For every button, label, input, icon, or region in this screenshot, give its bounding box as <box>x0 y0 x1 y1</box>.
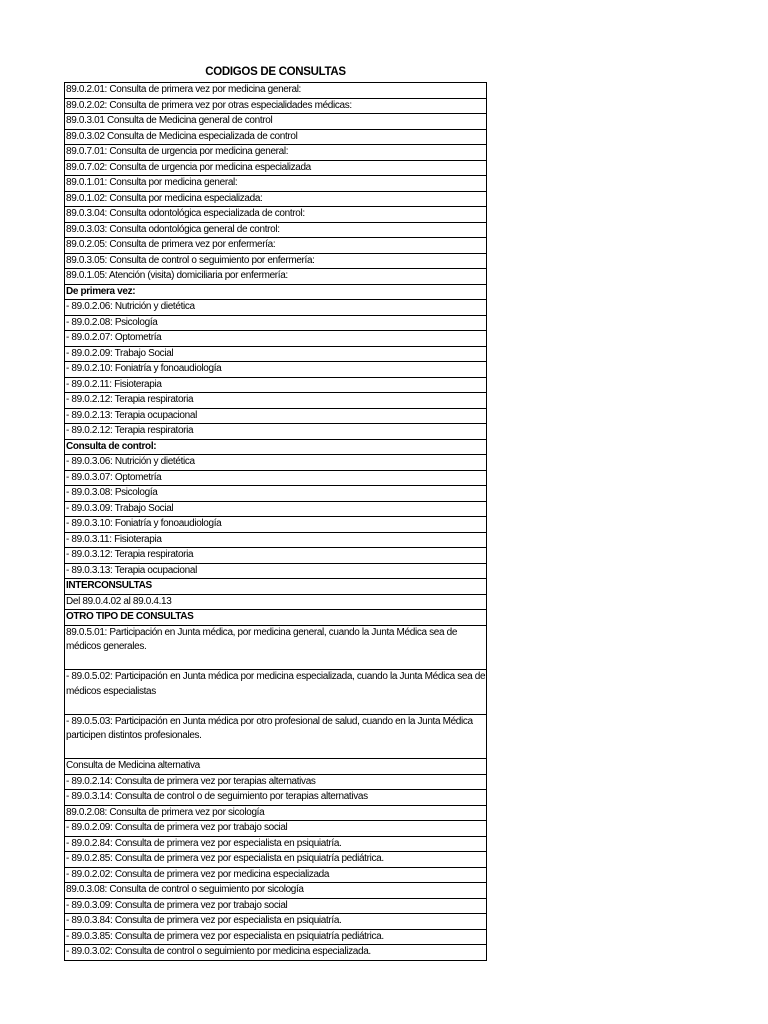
table-row <box>65 393 487 409</box>
table-row <box>65 191 487 207</box>
table-cell: 89.0.3.08: Consulta de control o seguimiento por sicología <box>65 883 487 899</box>
table-row <box>65 98 487 114</box>
table-cell: - 89.0.2.07: Optometría <box>65 331 487 347</box>
table-cell: - 89.0.3.12: Terapia respiratoria <box>65 548 487 564</box>
table-row <box>65 945 487 961</box>
table-row <box>65 563 487 579</box>
table-row <box>65 714 487 759</box>
table-cell: - 89.0.2.08: Psicología <box>65 315 487 331</box>
section-heading-row <box>65 579 487 595</box>
table-row <box>65 114 487 130</box>
section-heading-row <box>65 439 487 455</box>
table-cell: - 89.0.2.12: Terapia respiratoria <box>65 424 487 440</box>
table-cell: - 89.0.2.02: Consulta de primera vez por medicina especializada <box>65 867 487 883</box>
table-cell: - 89.0.2.14: Consulta de primera vez por terapias alternativas <box>65 774 487 790</box>
table-cell: - 89.0.2.85: Consulta de primera vez por especialista en psiquiatría pediátrica. <box>65 852 487 868</box>
table-cell: - 89.0.2.84: Consulta de primera vez por especialista en psiquiatría. <box>65 836 487 852</box>
table-row <box>65 805 487 821</box>
table-row <box>65 424 487 440</box>
table-cell: - 89.0.2.11: Fisioterapia <box>65 377 487 393</box>
table-cell: Del 89.0.4.02 al 89.0.4.13 <box>65 594 487 610</box>
table-cell: 89.0.5.01: Participación en Junta médica, por medicina general, cuando la Junta Médica sea de médicos generales. <box>65 625 487 670</box>
table-cell: - 89.0.3.84: Consulta de primera vez por especialista en psiquiatría. <box>65 914 487 930</box>
table-row <box>65 759 487 775</box>
table-cell: 89.0.1.02: Consulta por medicina especializada: <box>65 191 487 207</box>
table-row <box>65 625 487 670</box>
table-row <box>65 532 487 548</box>
table-cell: 89.0.2.08: Consulta de primera vez por sicología <box>65 805 487 821</box>
table-row <box>65 929 487 945</box>
table-cell: - 89.0.3.08: Psicología <box>65 486 487 502</box>
codes-table-body <box>65 83 487 961</box>
table-row <box>65 821 487 837</box>
table-row <box>65 207 487 223</box>
table-row <box>65 670 487 715</box>
table-cell: - 89.0.2.06: Nutrición y dietética <box>65 300 487 316</box>
table-cell: 89.0.3.04: Consulta odontológica especializada de control: <box>65 207 487 223</box>
table-cell: 89.0.3.05: Consulta de control o seguimiento por enfermería: <box>65 253 487 269</box>
table-row <box>65 914 487 930</box>
table-row <box>65 486 487 502</box>
table-cell: - 89.0.2.09: Trabajo Social <box>65 346 487 362</box>
table-cell: - 89.0.2.10: Foniatría y fonoaudiología <box>65 362 487 378</box>
table-row <box>65 222 487 238</box>
table-cell: 89.0.7.01: Consulta de urgencia por medicina general: <box>65 145 487 161</box>
section-heading-row <box>65 284 487 300</box>
table-cell: 89.0.2.02: Consulta de primera vez por otras especialidades médicas: <box>65 98 487 114</box>
table-row <box>65 594 487 610</box>
table-cell: - 89.0.2.13: Terapia ocupacional <box>65 408 487 424</box>
table-cell: - 89.0.2.09: Consulta de primera vez por trabajo social <box>65 821 487 837</box>
table-row <box>65 455 487 471</box>
table-row <box>65 362 487 378</box>
table-row <box>65 269 487 285</box>
table-cell: - 89.0.3.85: Consulta de primera vez por especialista en psiquiatría pediátrica. <box>65 929 487 945</box>
table-row <box>65 315 487 331</box>
table-row <box>65 408 487 424</box>
table-cell: - 89.0.3.06: Nutrición y dietética <box>65 455 487 471</box>
table-row <box>65 852 487 868</box>
table-row <box>65 517 487 533</box>
table-row <box>65 377 487 393</box>
table-cell: - 89.0.3.11: Fisioterapia <box>65 532 487 548</box>
table-cell: - 89.0.3.09: Trabajo Social <box>65 501 487 517</box>
table-row <box>65 253 487 269</box>
table-row <box>65 83 487 99</box>
table-cell: 89.0.3.01 Consulta de Medicina general de control <box>65 114 487 130</box>
table-row <box>65 898 487 914</box>
table-row <box>65 790 487 806</box>
table-row <box>65 470 487 486</box>
table-row <box>65 774 487 790</box>
table-cell: Consulta de Medicina alternativa <box>65 759 487 775</box>
table-cell: 89.0.2.05: Consulta de primera vez por enfermería: <box>65 238 487 254</box>
document-title: CODIGOS DE CONSULTAS <box>205 66 346 78</box>
table-cell: - 89.0.3.10: Foniatría y fonoaudiología <box>65 517 487 533</box>
table-row <box>65 548 487 564</box>
table-cell: - 89.0.5.03: Participación en Junta médica por otro profesional de salud, cuando en la Junta Médica participen distintos profesionales. <box>65 714 487 759</box>
table-cell: - 89.0.5.02: Participación en Junta médica por medicina especializada, cuando la Junta Médica sea de médicos especialistas <box>65 670 487 715</box>
section-heading-cell: OTRO TIPO DE CONSULTAS <box>65 610 487 626</box>
table-row <box>65 176 487 192</box>
table-cell: 89.0.7.02: Consulta de urgencia por medicina especializada <box>65 160 487 176</box>
table-cell: 89.0.3.02 Consulta de Medicina especializada de control <box>65 129 487 145</box>
table-row <box>65 836 487 852</box>
table-cell: - 89.0.2.12: Terapia respiratoria <box>65 393 487 409</box>
table-row <box>65 883 487 899</box>
table-row <box>65 238 487 254</box>
table-cell: 89.0.2.01: Consulta de primera vez por medicina general: <box>65 83 487 99</box>
table-cell: - 89.0.3.09: Consulta de primera vez por trabajo social <box>65 898 487 914</box>
table-row <box>65 145 487 161</box>
table-row <box>65 346 487 362</box>
table-cell: - 89.0.3.13: Terapia ocupacional <box>65 563 487 579</box>
table-cell: - 89.0.3.07: Optometría <box>65 470 487 486</box>
table-row <box>65 501 487 517</box>
table-row <box>65 129 487 145</box>
table-cell: - 89.0.3.02: Consulta de control o seguimiento por medicina especializada. <box>65 945 487 961</box>
table-cell: 89.0.3.03: Consulta odontológica general de control: <box>65 222 487 238</box>
table-cell: 89.0.1.05: Atención (visita) domiciliaria por enfermería: <box>65 269 487 285</box>
table-row <box>65 867 487 883</box>
table-row <box>65 331 487 347</box>
section-heading-cell: INTERCONSULTAS <box>65 579 487 595</box>
codes-table <box>64 82 487 961</box>
table-row <box>65 300 487 316</box>
section-heading-row <box>65 610 487 626</box>
section-heading-cell: De primera vez: <box>65 284 487 300</box>
section-heading-cell: Consulta de control: <box>65 439 487 455</box>
table-cell: 89.0.1.01: Consulta por medicina general: <box>65 176 487 192</box>
table-row <box>65 160 487 176</box>
table-cell: - 89.0.3.14: Consulta de control o de seguimiento por terapias alternativas <box>65 790 487 806</box>
